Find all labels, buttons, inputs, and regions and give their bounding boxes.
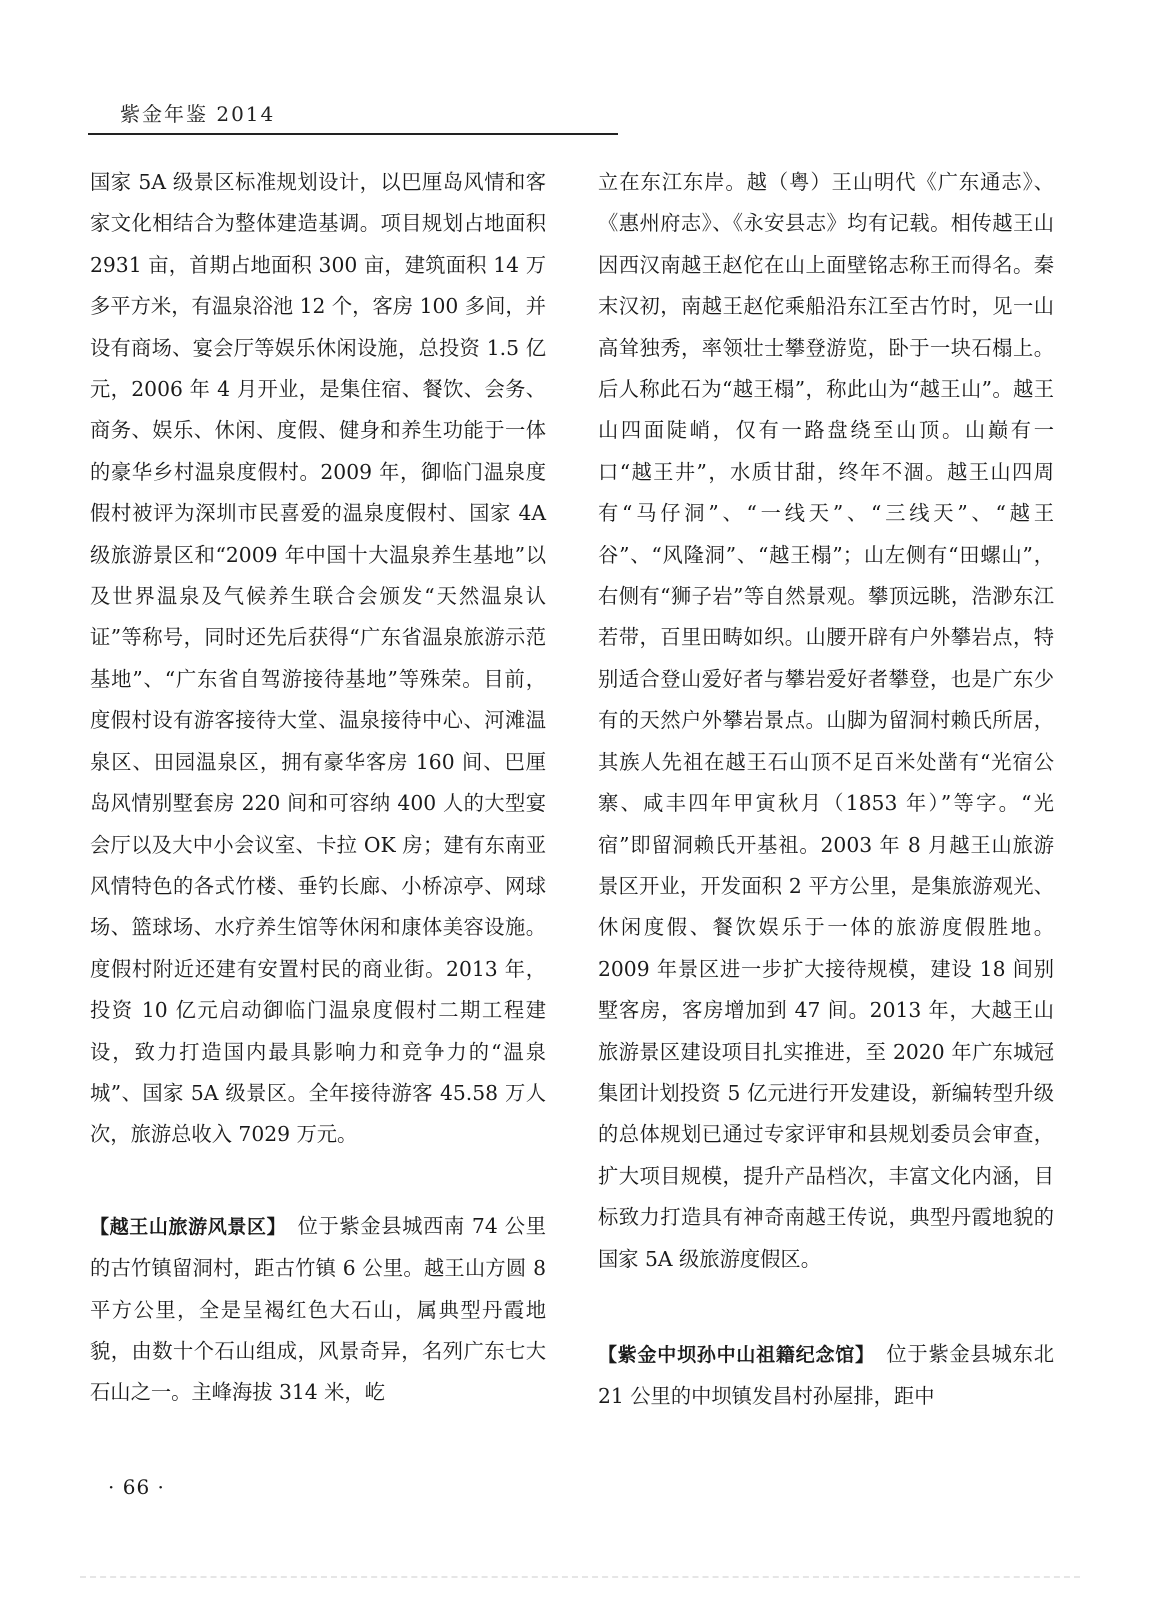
- page-number: · 66 ·: [108, 1475, 165, 1499]
- memorial-text: 位于紫金县城东北 21 公里的中坝镇发昌村孙屋排，距中: [598, 1341, 1054, 1409]
- section-gap: [90, 1156, 546, 1206]
- yuewangshan-text: 位于紫金县城西南 74 公里的古竹镇留洞村，距古竹镇 6 公里。越王山方圆 8 平方公里，全是呈褐红色大石山，属典型丹霞地貌，由数十个石山组成，风景奇异，名列广东七大石山之一。主峰海拔 314 米，屹: [90, 1213, 546, 1405]
- scan-edge-line: [80, 1576, 1080, 1578]
- memorial-section: [598, 1334, 1054, 1418]
- memorial-heading: 【紫金中坝孙中山祖籍纪念馆】: [598, 1343, 866, 1366]
- yuewangshan-section: [90, 1206, 546, 1414]
- left-column: [90, 162, 546, 1414]
- header-divider: [88, 133, 618, 135]
- yuewangshan-heading: 【越王山旅游风景区】: [90, 1215, 277, 1238]
- right-column: [598, 162, 1054, 1418]
- section-gap: [598, 1280, 1054, 1334]
- resort-paragraph: 国家 5A 级景区标准规划设计，以巴厘岛风情和客家文化相结合为整体建造基调。项目规划占地面积 2931 亩，首期占地面积 300 亩，建筑面积 14 万多平方米，有温泉浴池 12 个，客房 100 多间，并设有商场、宴会厅等娱乐休闲设施，总投资 1.5 亿元，2006 年 4 月开业，是集住宿、餐饮、会务、商务、娱乐、休闲、度假、健身和养生功能于一体的豪华乡村温泉度假村。2009 年，御临门温泉度假村被评为深圳市民喜爱的温泉度假村、国家 4A 级旅游景区和“2009 年中国十大温泉养生基地”以及世界温泉及气候养生联合会颁发“天然温泉认证”等称号，同时还先后获得“广东省温泉旅游示范基地”、“广东省自驾游接待基地”等殊荣。目前，度假村设有游客接待大堂、温泉接待中心、河滩温泉区、田园温泉区，拥有豪华客房 160 间、巴厘岛风情别墅套房 220 间和可容纳 400 人的大型宴会厅以及大中小会议室、卡拉 OK 房；建有东南亚风情特色的各式竹楼、垂钓长廊、小桥凉亭、网球场、篮球场、水疗养生馆等休闲和康体美容设施。度假村附近还建有安置村民的商业街。2013 年，投资 10 亿元启动御临门温泉度假村二期工程建设，致力打造国内最具影响力和竞争力的“温泉城”、国家 5A 级景区。全年接待游客 45.58 万人次，旅游总收入 7029 万元。: [90, 170, 546, 1147]
- yuewangshan-continued-paragraph: 立在东江东岸。越（粤）王山明代《广东通志》、《惠州府志》、《永安县志》均有记载。相传越王山因西汉南越王赵佗在山上面壁铭志称王而得名。秦末汉初，南越王赵佗乘船沿东江至古竹时，见一山高耸独秀，率领壮士攀登游览，卧于一块石榻上。后人称此石为“越王榻”，称此山为“越王山”。越王山四面陡峭，仅有一路盘绕至山顶。山巅有一口“越王井”，水质甘甜，终年不涸。越王山四周有“马仔洞”、“一线天”、“三线天”、“越王谷”、“风隆洞”、“越王榻”；山左侧有“田螺山”，右侧有“狮子岩”等自然景观。攀顶远眺，浩渺东江若带，百里田畴如织。山腰开辟有户外攀岩点，特别适合登山爱好者与攀岩爱好者攀登，也是广东少有的天然户外攀岩景点。山脚为留洞村赖氏所居，其族人先祖在越王石山顶不足百米处凿有“光宿公寨、咸丰四年甲寅秋月（1853 年）”等字。“光宿”即留洞赖氏开基祖。2003 年 8 月越王山旅游景区开业，开发面积 2 平方公里，是集旅游观光、休闲度假、餐饮娱乐于一体的旅游度假胜地。2009 年景区进一步扩大接待规模，建设 18 间别墅客房，客房增加到 47 间。2013 年，大越王山旅游景区建设项目扎实推进，至 2020 年广东城冠集团计划投资 5 亿元进行开发建设，新编转型升级的总体规划已通过专家评审和县规划委员会审查，扩大项目规模，提升产品档次，丰富文化内涵，目标致力打造具有神奇南越王传说，典型丹霞地貌的国家 5A 级旅游度假区。: [598, 170, 1054, 1271]
- running-header: 紫金年鉴 2014: [120, 102, 276, 126]
